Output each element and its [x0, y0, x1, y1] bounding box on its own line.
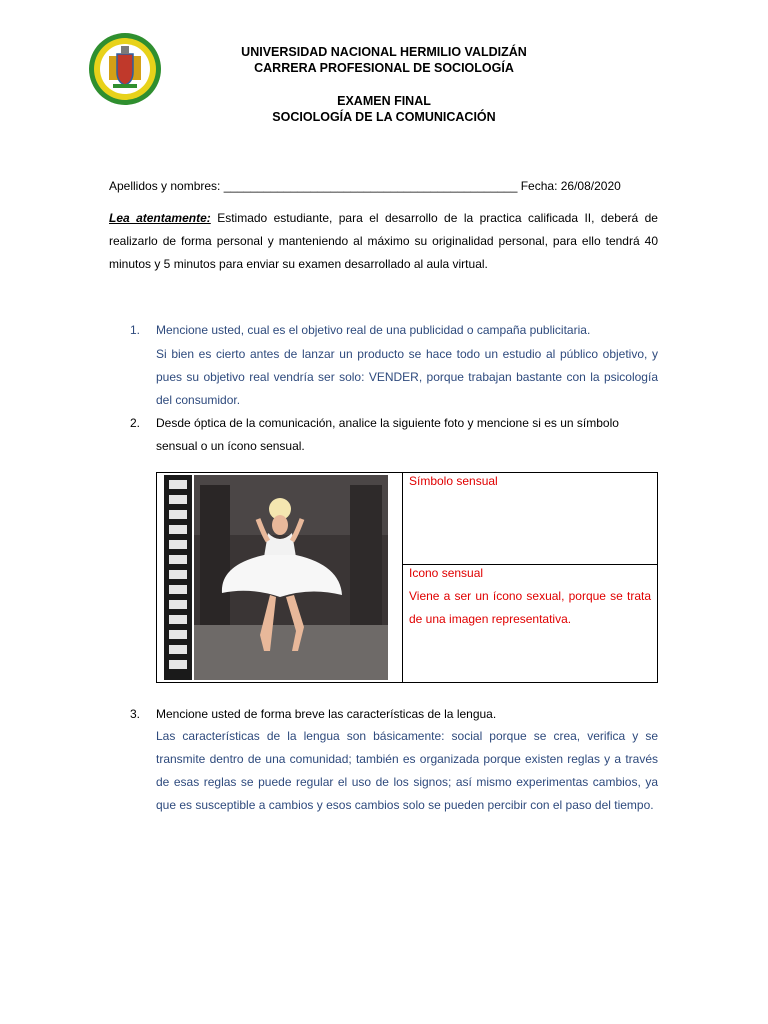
course-title: SOCIOLOGÍA DE LA COMUNICACIÓN [272, 110, 496, 124]
student-name-label: Apellidos y nombres: [109, 179, 224, 193]
question-2-text: Desde óptica de la comunicación, analice la siguiente foto y mencione si es un símbolo sensual o un ícono sensual. [156, 416, 619, 453]
film-strip-photo [160, 475, 400, 680]
exam-title: EXAMEN FINAL [337, 94, 431, 108]
answer-1-text: Si bien es cierto antes de lanzar un producto se hace todo un estudio al público objetivo, y pues su objetivo real vendría ser solo: VENDER, porque trabajan bastante con la psicología del consumidor. [156, 347, 658, 407]
question-number: 1. [129, 323, 140, 337]
answer-3-text: Las características de la lengua son básicamente: social porque se crea, verifica y se transmite dentro de una comunidad; también es organizada porque existen reglas y a través de esas reglas se puede regular el uso de los signos; así mismo experimentas cambios, ya que es susceptible a cambios y esos cambios solo se pueden percibir con el paso del tiempo. [156, 729, 658, 812]
symbol-cell [403, 473, 658, 565]
student-name-blank: ____________________________________________ [223, 179, 518, 193]
symbol-label: Símbolo sensual [409, 474, 498, 488]
exam-date: Fecha: 26/08/2020 [517, 179, 621, 193]
instructions-paragraph [109, 207, 658, 276]
photo-cell [157, 473, 403, 683]
question-1-text: Mencione usted, cual es el objetivo real de una publicidad o campaña publicitaria. [156, 323, 591, 337]
instructions-text: Estimado estudiante, para el desarrollo de la practica calificada II, deberá de realizarlo de forma personal y manteniendo al máximo su originalidad personal, para ello tendrá 40 minutos y 5 minutos para enviar su examen desarrollado al aula virtual. [109, 211, 658, 271]
career-name: CARRERA PROFESIONAL DE SOCIOLOGÍA [254, 61, 514, 75]
icon-answer: Viene a ser un ícono sexual, porque se trata de una imagen representativa. [409, 589, 651, 626]
icon-label: Icono sensual [409, 566, 484, 580]
question-3-text: Mencione usted de forma breve las características de la lengua. [156, 707, 497, 721]
question-number: 2. [129, 416, 140, 430]
instructions-lead: Lea atentamente: [109, 211, 211, 225]
student-line [109, 175, 621, 198]
university-name: UNIVERSIDAD NACIONAL HERMILIO VALDIZÁN [241, 45, 527, 59]
symbol-icon-table [156, 472, 658, 683]
question-number: 3. [129, 707, 140, 721]
icon-cell [403, 565, 658, 683]
